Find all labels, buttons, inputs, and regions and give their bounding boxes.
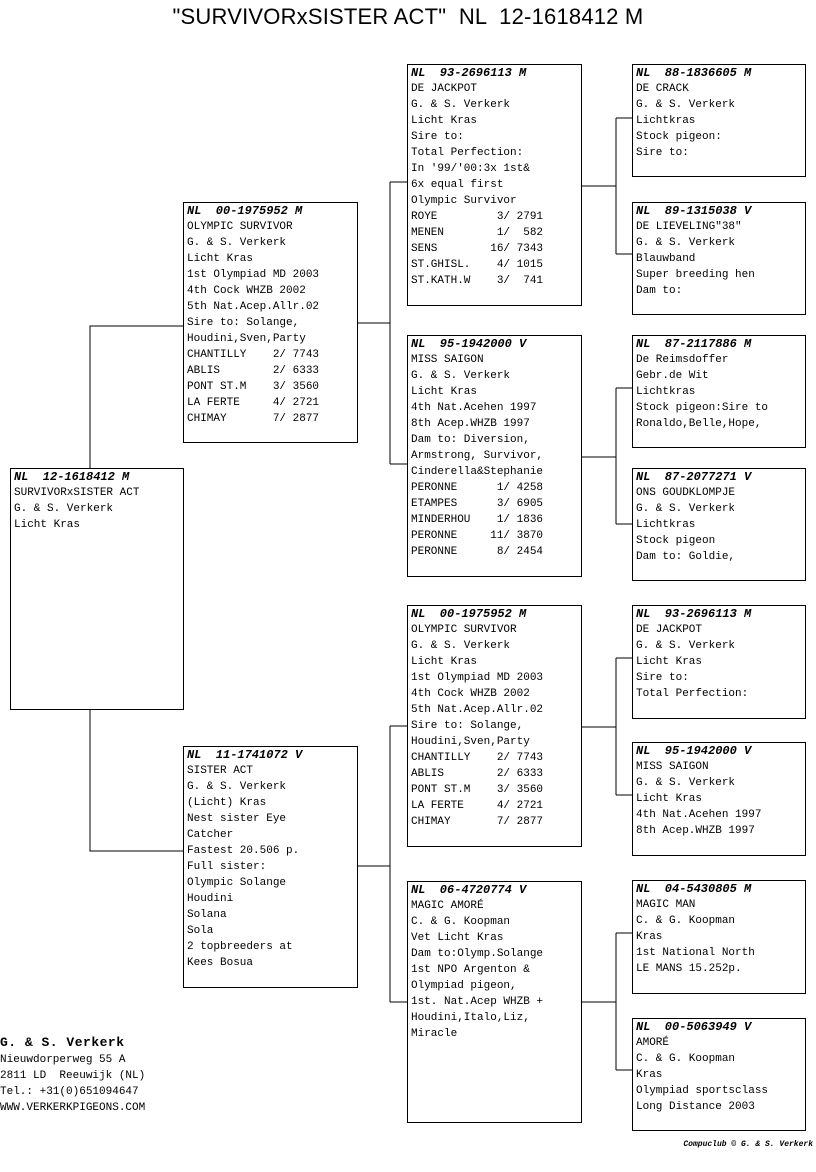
pigeon-line: C. & G. Koopman <box>636 1053 736 1065</box>
pigeon-card-dds <box>632 880 806 994</box>
pigeon-card-sire-sire <box>407 64 582 306</box>
ring-number: NL 93-2696113 M <box>636 607 752 621</box>
pigeon-line: 6x equal first <box>411 179 504 191</box>
owner-address: Nieuwdorperweg 55 A <box>0 1054 126 1066</box>
ring-number: NL 04-5430805 M <box>636 882 752 896</box>
pigeon-line: Stock pigeon:Sire to <box>636 402 769 414</box>
pigeon-line: Licht Kras <box>14 519 81 531</box>
pigeon-line: G. & S. Verkerk <box>411 99 511 111</box>
pigeon-line: Licht Kras <box>411 656 478 668</box>
pigeon-line: Sola <box>187 925 214 937</box>
pigeon-line: Sire to: Solange, <box>187 317 300 329</box>
pigeon-line: G. & S. Verkerk <box>411 640 511 652</box>
pigeon-card-dam-dam <box>407 881 582 1123</box>
pigeon-line: Sire to: Solange, <box>411 720 524 732</box>
pigeon-line: Stock pigeon <box>636 535 716 547</box>
pigeon-line: Kras <box>636 931 663 943</box>
pigeon-line: Vet Licht Kras <box>411 932 504 944</box>
pigeon-line: MISS SAIGON <box>411 354 484 366</box>
pigeon-line: ETAMPES 3/ 6905 <box>411 498 544 510</box>
pigeon-line: G. & S. Verkerk <box>636 99 736 111</box>
owner-city: 2811 LD Reeuwijk (NL) <box>0 1070 146 1082</box>
pigeon-line: Licht Kras <box>411 115 478 127</box>
pigeon-card-sds <box>632 335 806 448</box>
pigeon-line: SENS 16/ 7343 <box>411 243 544 255</box>
pigeon-line: Gebr.de Wit <box>636 370 709 382</box>
page-title: "SURVIVORxSISTER ACT" NL 12-1618412 M <box>172 4 644 29</box>
ring-number: NL 11-1741072 V <box>187 748 303 762</box>
pigeon-line: MISS SAIGON <box>636 761 709 773</box>
pigeon-line: ONS GOUDKLOMPJE <box>636 487 736 499</box>
ring-number: NL 87-2117886 M <box>636 337 752 351</box>
pigeon-card-ssd <box>632 202 806 315</box>
pigeon-line: Super breeding hen <box>636 269 755 281</box>
ring-number: NL 00-5063949 V <box>636 1020 752 1034</box>
pigeon-line: CHANTILLY 2/ 7743 <box>187 349 320 361</box>
pigeon-line: Licht Kras <box>636 656 703 668</box>
pigeon-card-subject <box>10 468 184 710</box>
ring-number: NL 12-1618412 M <box>14 470 130 484</box>
pigeon-line: Kras <box>636 1069 663 1081</box>
pigeon-line: In '99/'00:3x 1st& <box>411 163 530 175</box>
ring-number: NL 00-1975952 M <box>411 607 527 621</box>
pigeon-line: Nest sister Eye <box>187 813 287 825</box>
pigeon-line: G. & S. Verkerk <box>636 237 736 249</box>
ring-number: NL 93-2696113 M <box>411 66 527 80</box>
owner-name: G. & S. Verkerk <box>0 1035 125 1050</box>
pigeon-line: G. & S. Verkerk <box>636 640 736 652</box>
pigeon-line: OLYMPIC SURVIVOR <box>411 624 517 636</box>
pigeon-line: Total Perfection: <box>636 688 749 700</box>
pigeon-line: Olympiad pigeon, <box>411 980 517 992</box>
pigeon-line: G. & S. Verkerk <box>14 503 114 515</box>
pigeon-line: ROYE 3/ 2791 <box>411 211 544 223</box>
pigeon-line: LE MANS 15.252p. <box>636 963 742 975</box>
pigeon-line: Catcher <box>187 829 234 841</box>
pigeon-line: G. & S. Verkerk <box>411 370 511 382</box>
pigeon-line: Sire to: <box>411 131 464 143</box>
pigeon-line: Licht Kras <box>187 253 254 265</box>
pigeon-line: Cinderella&Stephanie <box>411 466 544 478</box>
pigeon-line: (Licht) Kras <box>187 797 267 809</box>
pigeon-line: LA FERTE 4/ 2721 <box>187 397 320 409</box>
pigeon-line: 2 topbreeders at <box>187 941 293 953</box>
pigeon-line: Houdini <box>187 893 234 905</box>
owner-website[interactable]: WWW.VERKERKPIGEONS.COM <box>0 1102 146 1114</box>
pigeon-line: 5th Nat.Acep.Allr.02 <box>411 704 544 716</box>
pigeon-line: ST.KATH.W 3/ 741 <box>411 275 544 287</box>
pigeon-line: Olympic Survivor <box>411 195 517 207</box>
pigeon-card-dss <box>632 605 806 719</box>
pigeon-line: PERONNE 11/ 3870 <box>411 530 544 542</box>
pigeon-line: Dam to:Olymp.Solange <box>411 948 544 960</box>
pigeon-card-dam-sire <box>407 605 582 847</box>
pigeon-line: Olympic Solange <box>187 877 287 889</box>
pigeon-line: Ronaldo,Belle,Hope, <box>636 418 762 430</box>
pigeon-line: Full sister: <box>187 861 267 873</box>
pigeon-line: 4th Nat.Acehen 1997 <box>636 809 762 821</box>
pigeon-line: Sire to: <box>636 672 689 684</box>
pigeon-line: G. & S. Verkerk <box>636 503 736 515</box>
pigeon-line: 1st National North <box>636 947 755 959</box>
pigeon-line: Houdini,Sven,Party <box>187 333 306 345</box>
pigeon-line: Dam to: Goldie, <box>636 551 736 563</box>
pigeon-line: ABLIS 2/ 6333 <box>411 768 544 780</box>
pigeon-line: Licht Kras <box>636 793 703 805</box>
pigeon-line: Solana <box>187 909 227 921</box>
pigeon-line: DE JACKPOT <box>636 624 703 636</box>
pigeon-line: AMORÉ <box>636 1037 670 1049</box>
pigeon-line: Dam to: Diversion, <box>411 434 530 446</box>
pigeon-line: 1st Olympiad MD 2003 <box>411 672 544 684</box>
pigeon-line: SISTER ACT <box>187 765 254 777</box>
pigeon-line: C. & G. Koopman <box>636 915 736 927</box>
pigeon-line: Licht Kras <box>411 386 478 398</box>
pigeon-line: Total Perfection: <box>411 147 524 159</box>
ring-number: NL 88-1836605 M <box>636 66 752 80</box>
pigeon-line: 1st. Nat.Acep WHZB + <box>411 996 544 1008</box>
pigeon-line: Houdini,Italo,Liz, <box>411 1012 530 1024</box>
owner-phone: Tel.: +31(0)651094647 <box>0 1086 139 1098</box>
pigeon-line: MAGIC MAN <box>636 899 696 911</box>
pigeon-line: De Reimsdoffer <box>636 354 729 366</box>
pigeon-line: Olympiad sportsclass <box>636 1085 769 1097</box>
pigeon-line: Armstrong, Survivor, <box>411 450 544 462</box>
pigeon-line: G. & S. Verkerk <box>636 777 736 789</box>
pigeon-line: MENEN 1/ 582 <box>411 227 544 239</box>
pigeon-line: Houdini,Sven,Party <box>411 736 530 748</box>
pigeon-line: 4th Cock WHZB 2002 <box>187 285 306 297</box>
pigeon-line: ST.GHISL. 4/ 1015 <box>411 259 544 271</box>
pigeon-line: Dam to: <box>636 285 683 297</box>
pigeon-line: 4th Cock WHZB 2002 <box>411 688 530 700</box>
pigeon-line: PERONNE 1/ 4258 <box>411 482 544 494</box>
pigeon-card-sss <box>632 64 806 177</box>
pigeon-line: ABLIS 2/ 6333 <box>187 365 320 377</box>
pigeon-line: CHIMAY 7/ 2877 <box>411 816 544 828</box>
pigeon-card-sire-dam <box>407 335 582 577</box>
pigeon-line: Stock pigeon: <box>636 131 722 143</box>
pigeon-line: MAGIC AMORÉ <box>411 900 484 912</box>
pigeon-line: Sire to: <box>636 147 689 159</box>
ring-number: NL 89-1315038 V <box>636 204 752 218</box>
pigeon-line: 1st NPO Argenton & <box>411 964 530 976</box>
pigeon-line: PERONNE 8/ 2454 <box>411 546 544 558</box>
pigeon-line: MINDERHOU 1/ 1836 <box>411 514 544 526</box>
pigeon-line: PONT ST.M 3/ 3560 <box>187 381 320 393</box>
pigeon-line: DE JACKPOT <box>411 83 478 95</box>
owner-info <box>0 1034 145 1116</box>
ring-number: NL 06-4720774 V <box>411 883 527 897</box>
pigeon-line: PONT ST.M 3/ 3560 <box>411 784 544 796</box>
pigeon-line: Fastest 20.506 p. <box>187 845 300 857</box>
pigeon-card-sdd <box>632 468 806 581</box>
pigeon-line: DE CRACK <box>636 83 689 95</box>
pigeon-line: Blauwband <box>636 253 696 265</box>
pigeon-line: Lichtkras <box>636 519 696 531</box>
ring-number: NL 00-1975952 M <box>187 204 303 218</box>
pigeon-line: CHIMAY 7/ 2877 <box>187 413 320 425</box>
pigeon-card-ddd <box>632 1018 806 1131</box>
pigeon-line: Lichtkras <box>636 386 696 398</box>
pigeon-line: SURVIVORxSISTER ACT <box>14 487 140 499</box>
pigeon-line: Long Distance 2003 <box>636 1101 755 1113</box>
ring-number: NL 95-1942000 V <box>411 337 527 351</box>
software-credit: Compuclub © G. & S. Verkerk <box>683 1140 813 1149</box>
pigeon-card-sire <box>183 202 358 443</box>
pigeon-card-dsd <box>632 742 806 856</box>
pigeon-line: Kees Bosua <box>187 957 254 969</box>
pigeon-line: OLYMPIC SURVIVOR <box>187 221 293 233</box>
pigeon-line: 8th Acep.WHZB 1997 <box>636 825 755 837</box>
pigeon-card-dam <box>183 746 358 988</box>
ring-number: NL 87-2077271 V <box>636 470 752 484</box>
pigeon-line: C. & G. Koopman <box>411 916 511 928</box>
pigeon-line: 4th Nat.Acehen 1997 <box>411 402 537 414</box>
pigeon-line: LA FERTE 4/ 2721 <box>411 800 544 812</box>
pigeon-line: 8th Acep.WHZB 1997 <box>411 418 530 430</box>
pigeon-line: 1st Olympiad MD 2003 <box>187 269 320 281</box>
pigeon-line: Miracle <box>411 1028 458 1040</box>
ring-number: NL 95-1942000 V <box>636 744 752 758</box>
pigeon-line: Lichtkras <box>636 115 696 127</box>
pigeon-line: CHANTILLY 2/ 7743 <box>411 752 544 764</box>
pigeon-line: 5th Nat.Acep.Allr.02 <box>187 301 320 313</box>
pigeon-line: G. & S. Verkerk <box>187 781 287 793</box>
pigeon-line: DE LIEVELING"38" <box>636 221 742 233</box>
pigeon-line: G. & S. Verkerk <box>187 237 287 249</box>
